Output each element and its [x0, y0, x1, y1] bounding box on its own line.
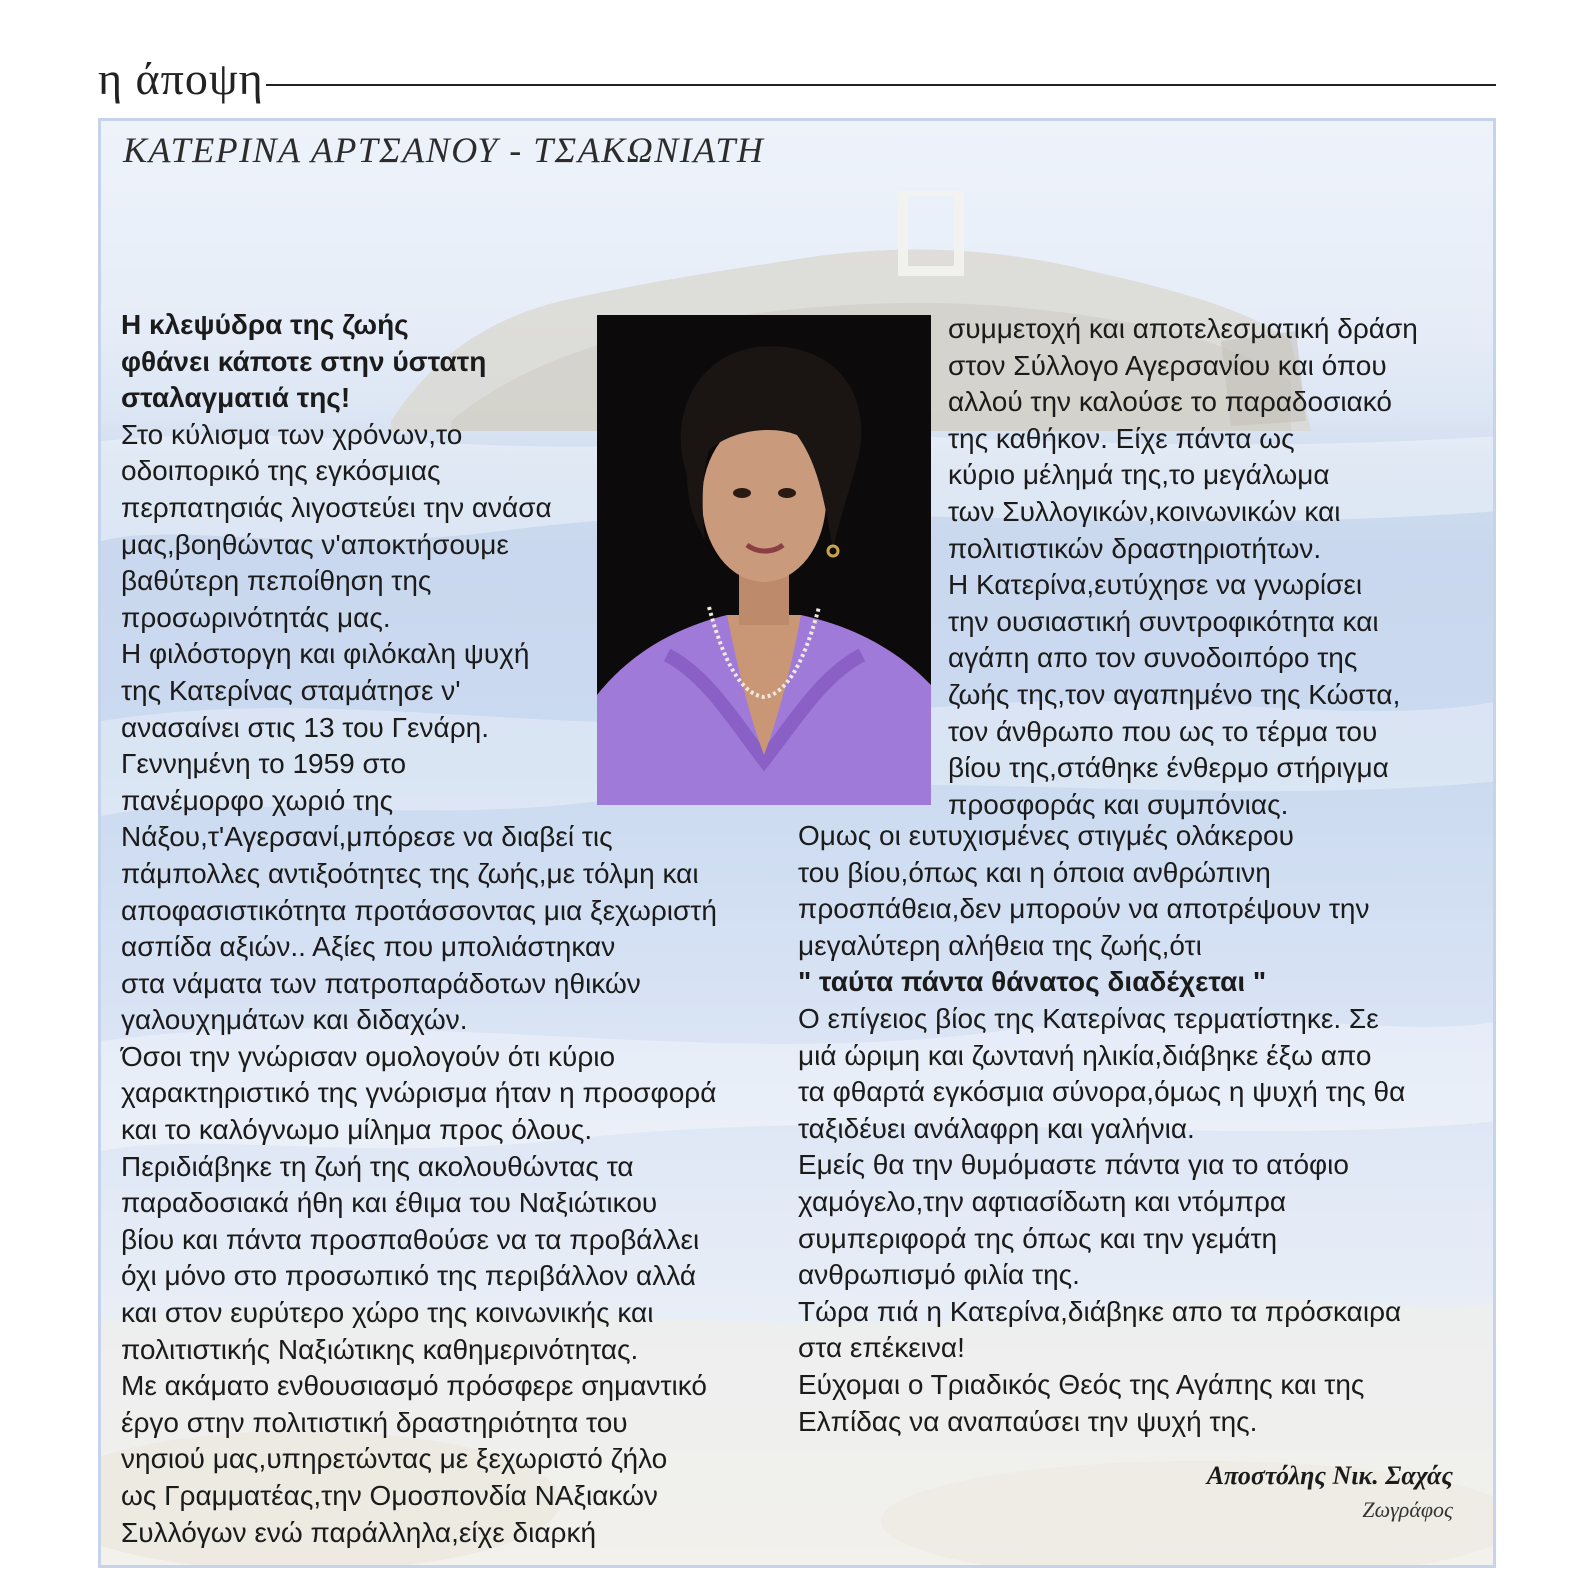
right-column-top — [948, 311, 1418, 823]
text-line: προσφοράς και συμπόνιας. — [948, 788, 1289, 820]
text-line: βίου της,στάθηκε ένθερμο στήριγμα — [948, 752, 1389, 784]
lead-line: σταλαγματιά της! — [121, 382, 351, 414]
text-line: και το καλόγνωμο μίλημα προς όλους. — [121, 1114, 593, 1146]
text-line: των Συλλογικών,κοινωνικών και — [948, 495, 1341, 527]
signature-name: Αποστόλης Νικ. Σαχάς — [1206, 1461, 1453, 1490]
text-line: Με ακάματο ενθουσιασμό πρόσφερε σημαντικό — [121, 1370, 707, 1402]
section-rule — [266, 84, 1496, 86]
text-line: έργο στην πολιτιστική δραστηριότητα του — [121, 1406, 628, 1438]
text-line: Νάξου,τ'Αγερσανί,μπόρεσε να διαβεί τις — [121, 821, 613, 853]
text-line: όχι μόνο στο προσωπικό της περιβάλλον αλλά — [121, 1260, 697, 1292]
text-line: Ελπίδας να αναπαύσει την ψυχή της. — [798, 1405, 1258, 1437]
text-line: κύριο μέλημά της,το μεγάλωμα — [948, 459, 1330, 491]
text-line: της Κατερίνας σταμάτησε ν' — [121, 674, 461, 706]
text-line: προσωρινότητάς μας. — [121, 601, 391, 633]
text-line: συμμετοχή και αποτελεσματική δράση — [948, 313, 1418, 344]
signature — [1207, 1461, 1453, 1523]
text-line: τα φθαρτά εγκόσμια σύνορα,όμως η ψυχή της θα — [798, 1076, 1406, 1108]
text-line: αποφασιστικότητα προτάσσοντας μια ξεχωριστή — [121, 894, 717, 926]
text-line: συμπεριφορά της όπως και την γεμάτη — [798, 1222, 1278, 1254]
text-line: Συλλόγων ενώ παράλληλα,είχε διαρκή — [121, 1516, 597, 1548]
text-line: πολιτιστικής Ναξιώτικης καθημερινότητας. — [121, 1333, 639, 1365]
text-line: μας,βοηθώντας ν'αποκτήσουμε — [121, 528, 509, 560]
text-line: ταξιδέυει ανάλαφρη και γαλήνια. — [798, 1112, 1195, 1144]
text-line: ζωής της,τον αγαπημένο της Κώστα, — [948, 678, 1401, 710]
text-line: νησιού μας,υπηρετώντας με ξεχωριστό ζήλο — [121, 1443, 668, 1475]
text-line: οδοιπορικό της εγκόσμιας — [121, 455, 441, 487]
text-line: αγάπη απο τον συνοδοιπόρο της — [948, 642, 1358, 674]
text-line: στον Σύλλογο Αγερσανίου και όπου — [948, 349, 1387, 381]
text-line: στα επέκεινα! — [798, 1332, 965, 1364]
text-line: βαθύτερη πεποίθηση της — [121, 565, 432, 597]
text-line: ασπίδα αξιών.. Αξίες που μπολιάστηκαν — [121, 931, 616, 963]
text-line: Εμείς θα την θυμόμαστε πάντα για το ατόφιο — [798, 1149, 1349, 1181]
lead-line: φθάνει κάποτε στην ύστατη — [121, 345, 487, 377]
text-line: στα νάματα των πατροπαράδοτων ηθικών — [121, 967, 641, 999]
text-line: ως Γραμματέας,την Ομοσπονδία ΝΑξιακών — [121, 1480, 658, 1511]
text-line: πάμπολλες αντιξοότητες της ζωής,με τόλμη και — [121, 857, 699, 889]
text-line: μιά ώριμη και ζωντανή ηλικία,διάβηκε έξω απο — [798, 1039, 1372, 1071]
text-line: Γεννημένη το 1959 στο — [121, 748, 407, 780]
text-line: πανέμορφο χωριό της — [121, 784, 394, 816]
text-line: ανθρωπισμό φιλία της. — [798, 1259, 1080, 1291]
text-line: Ομως οι ευτυχισμένες στιγμές ολάκερου — [798, 820, 1294, 851]
text-line: του βίου,όπως και η όποια ανθρώπινη — [798, 856, 1271, 888]
text-line: μεγαλύτερη αλήθεια της ζωής,ότι — [798, 929, 1202, 961]
text-line: Τώρα πιά η Κατερίνα,διάβηκε απο τα πρόσκαιρα — [798, 1295, 1402, 1327]
text-line: χαμόγελο,την αφτιασίδωτη και ντόμπρα — [798, 1185, 1287, 1217]
signature-role: Ζωγράφος — [1362, 1497, 1453, 1522]
text-line: Εύχομαι ο Τριαδικός Θεός της Αγάπης και της — [798, 1368, 1365, 1400]
text-line: ανασαίνει στις 13 του Γενάρη. — [121, 711, 490, 743]
text-line: βίου και πάντα προσπαθούσε να τα προβάλλει — [121, 1223, 700, 1255]
text-line: προσπάθεια,δεν μπορούν να αποτρέψουν την — [798, 893, 1370, 925]
text-line: Περιδιάβηκε τη ζωή της ακολουθώντας τα — [121, 1150, 634, 1182]
text-line: περπατησιάς λιγοστεύει την ανάσα — [121, 491, 552, 523]
text-line: παραδοσιακά ήθη και έθιμα του Ναξιώτικου — [121, 1187, 658, 1219]
text-line: τον άνθρωπο που ως το τέρμα του — [948, 715, 1378, 747]
lead-line: Η κλεψύδρα της ζωής — [121, 309, 409, 340]
text-line: Η φιλόστοργη και φιλόκαλη ψυχή — [121, 638, 530, 670]
text-line: χαρακτηριστικό της γνώρισμα ήταν η προσφορά — [121, 1077, 717, 1109]
text-line: Η Κατερίνα,ευτύχησε να γνωρίσει — [948, 569, 1363, 601]
article-author: ΚΑΤΕΡΙΝΑ ΑΡΤΣΑΝΟΥ - ΤΣΑΚΩΝΙΑΤΗ — [123, 130, 765, 170]
text-line: και στον ευρύτερο χώρο της κοινωνικής και — [121, 1297, 654, 1329]
section-title: η άποψη — [98, 53, 264, 104]
text-line: πολιτιστικών δραστηριοτήτων. — [948, 532, 1322, 564]
text-line: αλλού την καλούσε το παραδοσιακό — [948, 386, 1393, 418]
text-line: Στο κύλισμα των χρόνων,το — [121, 418, 463, 450]
left-column — [121, 307, 717, 1551]
section-header — [98, 52, 1498, 112]
text-line: γαλουχημάτων και διδαχών. — [121, 1004, 468, 1036]
text-line: της καθήκον. Είχε πάντα ως — [948, 422, 1295, 454]
text-line: Όσοι την γνώρισαν ομολογούν ότι κύριο — [121, 1040, 616, 1072]
text-line: την ουσιαστική συντροφικότητα και — [948, 605, 1379, 637]
text-line: Ο επίγειος βίος της Κατερίνας τερματίστηκε. Σε — [798, 1002, 1379, 1034]
article-panel — [98, 118, 1496, 1568]
quote-line: " ταύτα πάντα θάνατος διαδέχεται " — [798, 966, 1267, 998]
right-column-bottom — [798, 818, 1405, 1440]
